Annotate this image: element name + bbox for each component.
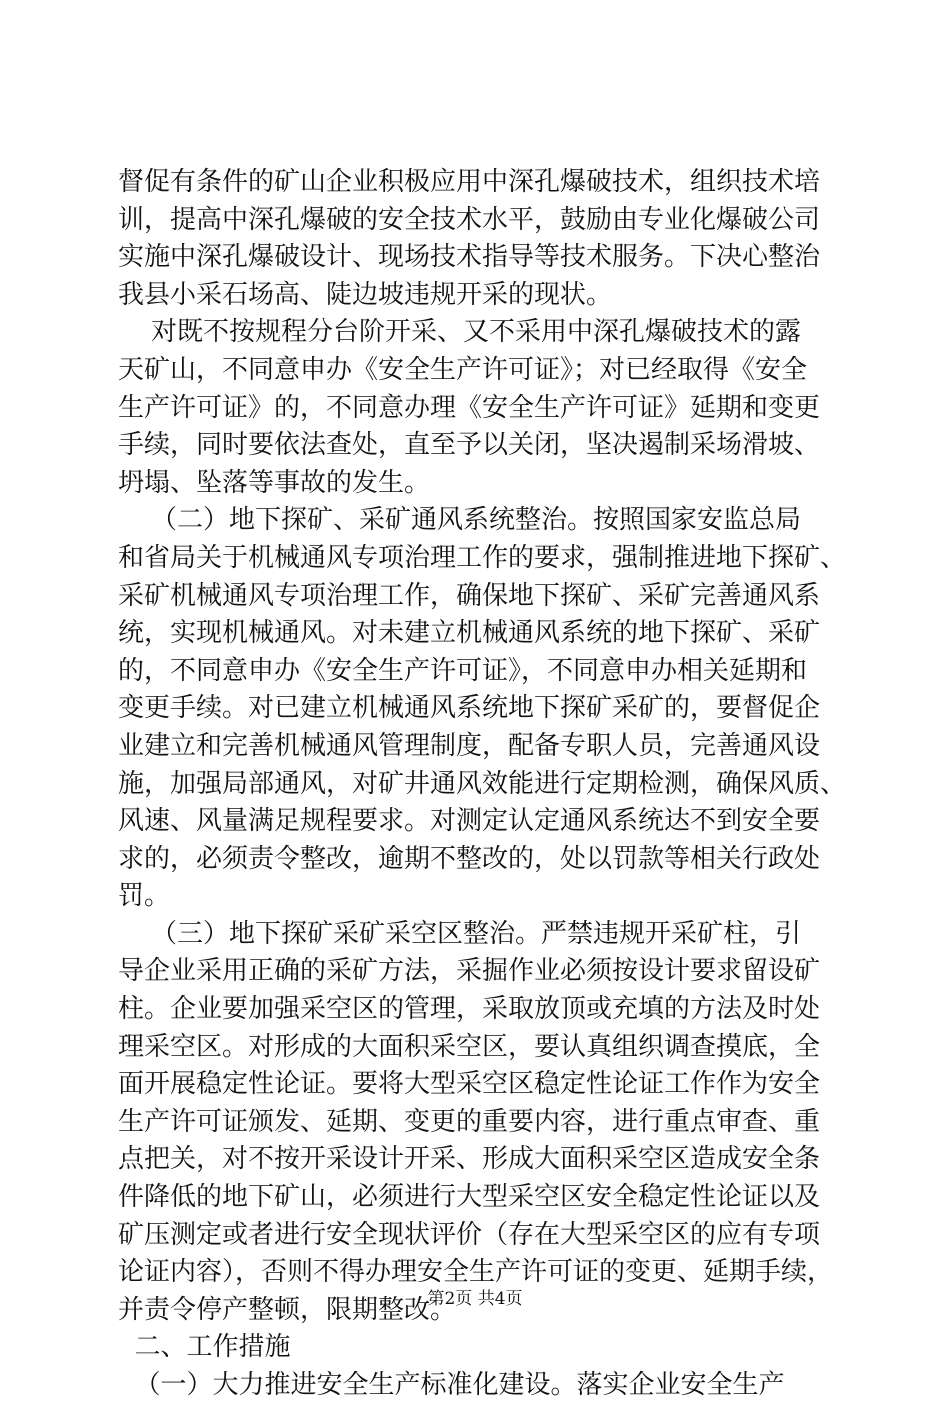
text-line: 采矿机械通风专项治理工作，确保地下探矿、采矿完善通风系 — [118, 580, 821, 611]
text-line: 训，提高中深孔爆破的安全技术水平，鼓励由专业化爆破公司 — [118, 204, 821, 235]
text-line: 生产许可证颁发、延期、变更的重要内容，进行重点审查、重 — [118, 1106, 821, 1137]
text-line: （三）地下探矿采矿采空区整治。严禁违规开采矿柱，引 — [118, 918, 802, 949]
text-line: 天矿山，不同意申办《安全生产许可证》；对已经取得《安全 — [118, 354, 808, 385]
text-line: （一）大力推进安全生产标准化建设。落实企业安全生产 — [118, 1370, 785, 1400]
text-line: 罚。 — [118, 881, 171, 912]
text-line: 我县小采石场高、陡边坡违规开采的现状。 — [118, 279, 613, 310]
page-number-footer: 第2页 共4页 — [427, 1289, 523, 1309]
text-line: 并责令停产整顿，限期整改。 — [118, 1294, 457, 1325]
text-line: 统，实现机械通风。对未建立机械通风系统的地下探矿、采矿 — [118, 618, 821, 649]
text-line: 生产许可证》的，不同意办理《安全生产许可证》延期和变更 — [118, 392, 821, 423]
text-line: 对既不按规程分台阶开采、又不采用中深孔爆破技术的露 — [118, 317, 802, 348]
text-line: 件降低的地下矿山，必须进行大型采空区安全稳定性论证以及 — [118, 1182, 821, 1213]
text-line: 坍塌、坠落等事故的发生。 — [118, 467, 431, 498]
text-line: 导企业采用正确的采矿方法，采掘作业必须按设计要求留设矿 — [118, 956, 821, 987]
text-line: 督促有条件的矿山企业积极应用中深孔爆破技术，组织技术培 — [118, 167, 821, 197]
section-heading: 二、工作措施 — [118, 1332, 291, 1363]
text-line: 变更手续。对已建立机械通风系统地下探矿采矿的，要督促企 — [118, 693, 821, 724]
text-line: 点把关，对不按开采设计开采、形成大面积采空区造成安全条 — [118, 1144, 821, 1175]
text-line: 面开展稳定性论证。要将大型采空区稳定性论证工作作为安全 — [118, 1069, 821, 1100]
text-line: 实施中深孔爆破设计、现场技术指导等技术服务。下决心整治 — [118, 242, 821, 273]
text-line: 手续，同时要依法查处，直至予以关闭，坚决遏制采场滑坡、 — [118, 430, 821, 461]
text-line: 的，不同意申办《安全生产许可证》，不同意申办相关延期和 — [118, 655, 808, 686]
text-line: （二）地下探矿、采矿通风系统整治。按照国家安监总局 — [118, 505, 802, 536]
text-line: 理采空区。对形成的大面积采空区，要认真组织调查摸底，全 — [118, 1031, 821, 1062]
body-text — [118, 164, 847, 1405]
text-line: 施，加强局部通风，对矿井通风效能进行定期检测，确保风质、 — [118, 768, 847, 799]
text-line: 论证内容），否则不得办理安全生产许可证的变更、延期手续， — [118, 1257, 834, 1288]
text-line: 风速、风量满足规程要求。对测定认定通风系统达不到安全要 — [118, 806, 821, 837]
text-line: 柱。企业要加强采空区的管理，采取放顶或充填的方法及时处 — [118, 994, 821, 1025]
text-line: 求的，必须责令整改，逾期不整改的，处以罚款等相关行政处 — [118, 843, 821, 874]
text-line: 业建立和完善机械通风管理制度，配备专职人员，完善通风设 — [118, 730, 821, 761]
text-line: 矿压测定或者进行安全现状评价（存在大型采空区的应有专项 — [118, 1219, 821, 1250]
text-line: 和省局关于机械通风专项治理工作的要求，强制推进地下探矿、 — [118, 542, 847, 573]
